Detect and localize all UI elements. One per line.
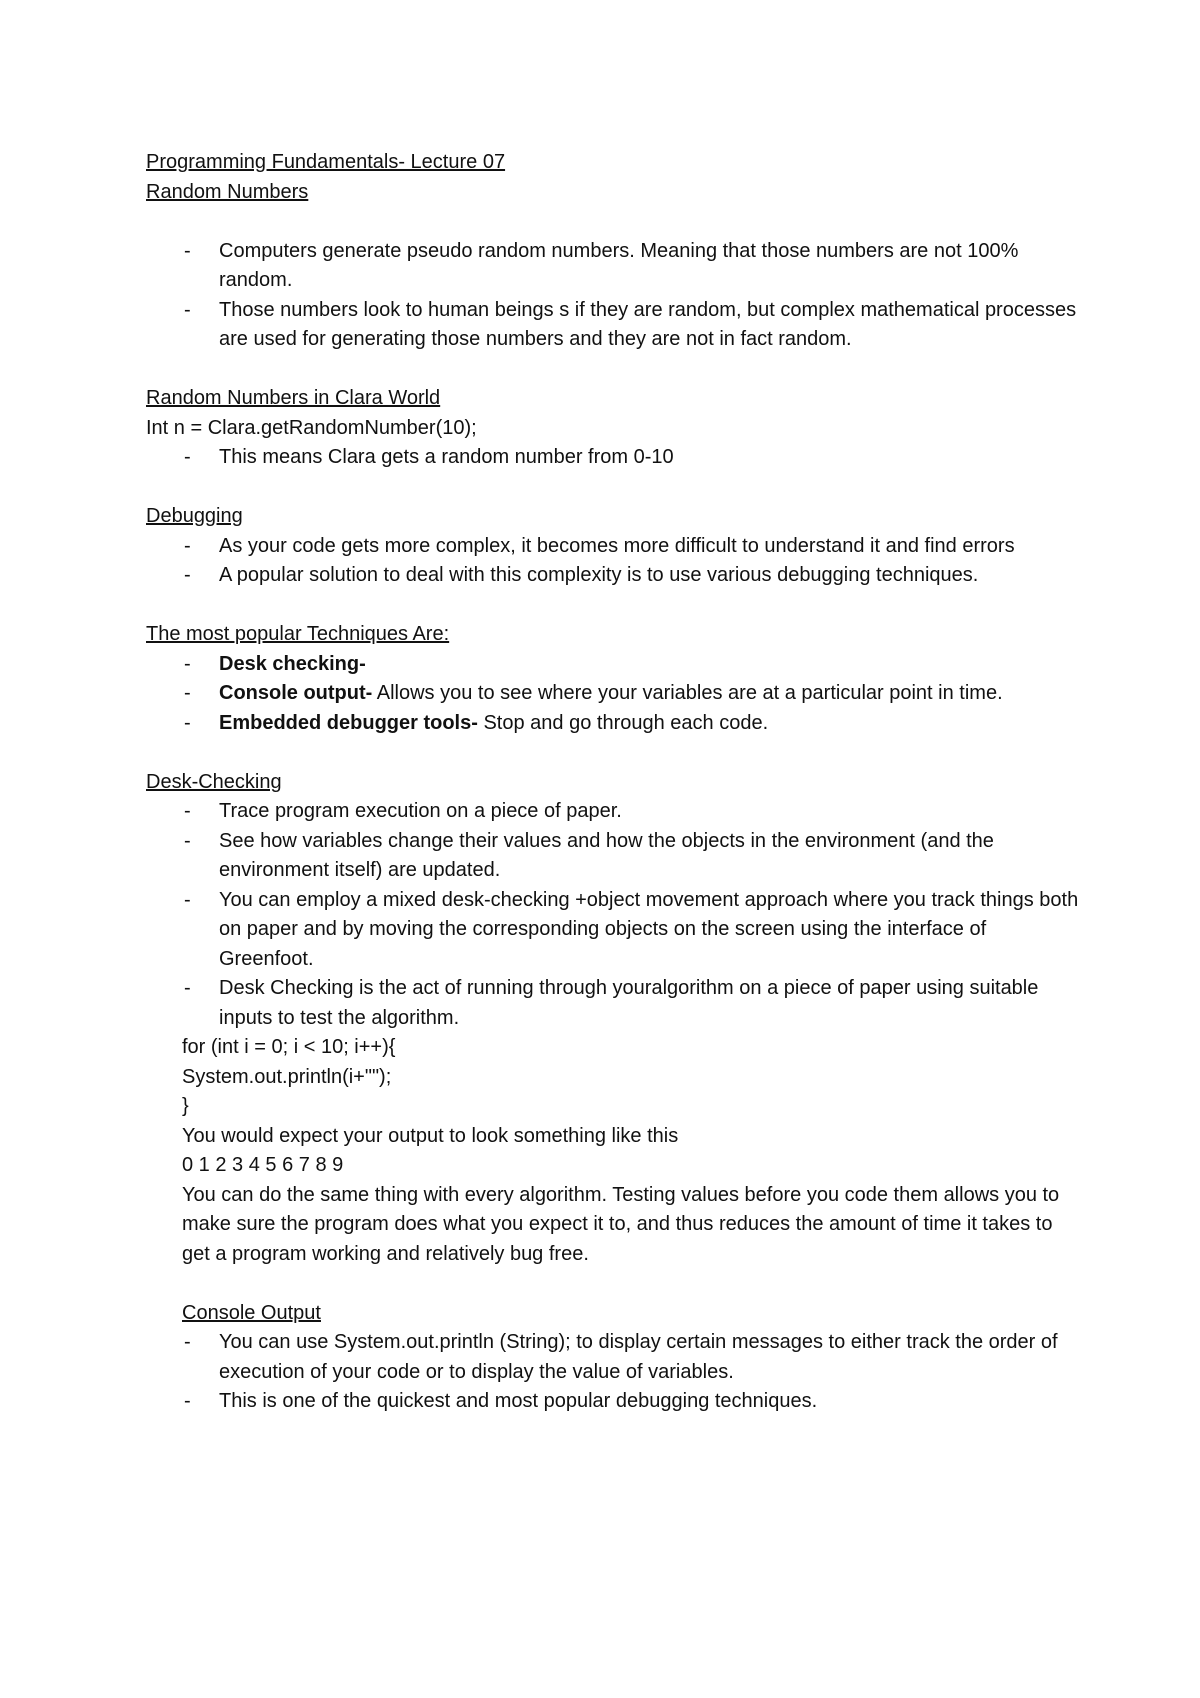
list-item: - As your code gets more complex, it becomes more difficult to understand it and find errors [146, 532, 1080, 562]
list-item: - Trace program execution on a piece of paper. [146, 797, 1080, 827]
technique-desc: Allows you to see where your variables are at a particular point in time. [372, 682, 1003, 704]
section-heading-techniques: The most popular Techniques Are: [146, 623, 450, 645]
code-line: for (int i = 0; i < 10; i++){ [182, 1036, 396, 1058]
clara-list [146, 443, 1080, 473]
list-item: - Desk Checking is the act of running through youralgorithm on a piece of paper using suitable inputs to test the algorithm. [146, 974, 1080, 1033]
list-item [146, 650, 1080, 680]
technique-term: Desk checking- [219, 652, 366, 675]
desk-checking-example [146, 1033, 1080, 1269]
output-text: 0 1 2 3 4 5 6 7 8 9 [182, 1154, 344, 1176]
code-line: } [182, 1095, 189, 1117]
section-heading-random-numbers: Random Numbers [146, 180, 309, 203]
section-heading-clara-world: Random Numbers in Clara World [146, 387, 441, 409]
section-heading-console-output: Console Output [182, 1301, 321, 1324]
list-item: - Computers generate pseudo random numbers. Meaning that those numbers are not 100% random. [146, 237, 1080, 296]
list-item [146, 679, 1080, 709]
technique-term: Console output- [219, 682, 373, 704]
debugging-list [146, 532, 1080, 591]
list-item [146, 709, 1080, 739]
list-item: - A popular solution to deal with this complexity is to use various debugging techniques. [146, 561, 1080, 591]
expect-text: You would expect your output to look something like this [182, 1124, 679, 1147]
code-line: System.out.println(i+""); [182, 1065, 392, 1088]
section-heading-debugging: Debugging [146, 505, 243, 527]
random-numbers-list [146, 237, 1080, 355]
list-item: - Those numbers look to human beings s if they are random, but complex mathematical processes are used for generating those numbers and they are not in fact random. [146, 296, 1080, 355]
closing-paragraph: You can do the same thing with every algorithm. Testing values before you code them allows you to make sure the program does what you expect it to, and thus reduces the amount of time it takes to get a program working and relatively bug free. [182, 1183, 1060, 1265]
techniques-list [146, 650, 1080, 739]
desk-checking-list [146, 797, 1080, 1033]
list-item: - This means Clara gets a random number from 0-10 [146, 443, 1080, 473]
document-title: Programming Fundamentals- Lecture 07 [146, 151, 506, 173]
clara-code-line: Int n = Clara.getRandomNumber(10); [146, 416, 477, 439]
technique-desc: Stop and go through each code. [477, 711, 769, 734]
section-heading-desk-checking: Desk-Checking [146, 770, 282, 793]
list-item: - You can use System.out.println (String); to display certain messages to either track the order of execution of your code or to display the value of variables. [146, 1328, 1080, 1387]
technique-term: Embedded debugger tools- [219, 711, 478, 734]
list-item: - This is one of the quickest and most popular debugging techniques. [146, 1387, 1080, 1417]
list-item: - See how variables change their values and how the objects in the environment (and the environment itself) are updated. [146, 827, 1080, 886]
console-output-list [146, 1328, 1080, 1417]
list-item: - You can employ a mixed desk-checking +object movement approach where you track things both on paper and by moving the corresponding objects on the screen using the interface of Greenfoot. [146, 886, 1080, 975]
